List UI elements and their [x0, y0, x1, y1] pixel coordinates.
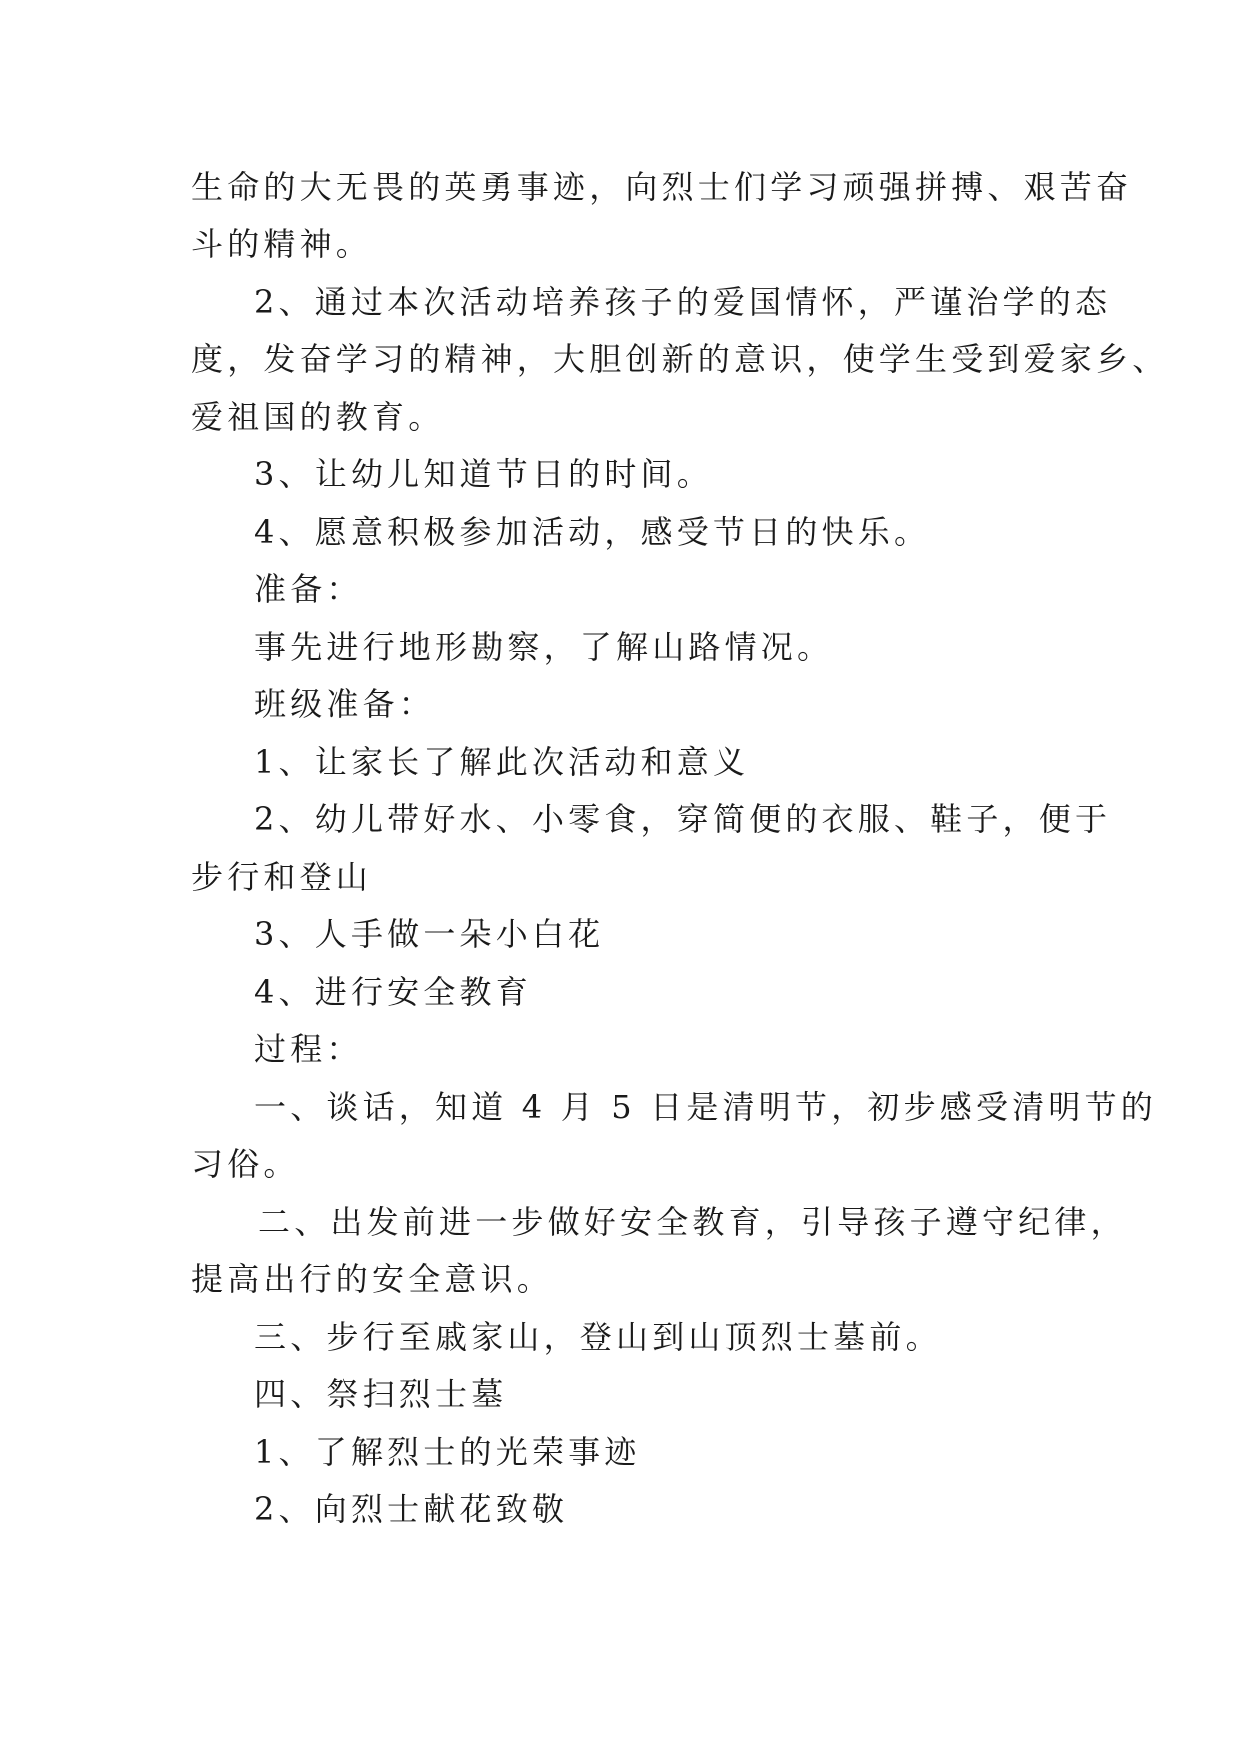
- text-line: 3、人手做一朵小白花: [254, 915, 605, 953]
- text-line: 二、出发前进一步做好安全教育，引导孩子遵守纪律，: [258, 1203, 1127, 1241]
- text-line: 四、祭扫烈士墓: [254, 1375, 508, 1413]
- text-line: 3、让幼儿知道节日的时间。: [254, 455, 713, 493]
- text-line: 2、幼儿带好水、小零食，穿简便的衣服、鞋子，便于: [254, 800, 1112, 838]
- text-line: 提高出行的安全意识。: [191, 1260, 554, 1298]
- text-line: 三、步行至戚家山，登山到山顶烈士墓前。: [254, 1318, 942, 1356]
- text-line: 2、通过本次活动培养孩子的爱国情怀，严谨治学的态: [254, 283, 1112, 321]
- text-line: 2、向烈士献花致敬: [254, 1490, 569, 1528]
- text-line: 一、谈话，知道 4 月 5 日是清明节，初步感受清明节的: [254, 1088, 1158, 1126]
- text-line: 4、进行安全教育: [254, 973, 532, 1011]
- text-line: 步行和登山: [191, 858, 373, 896]
- text-line: 爱祖国的教育。: [191, 398, 445, 436]
- text-line: 斗的精神。: [191, 225, 373, 263]
- text-line: 生命的大无畏的英勇事迹，向烈士们学习顽强拼搏、艰苦奋: [191, 168, 1133, 206]
- text-line: 1、让家长了解此次活动和意义: [254, 743, 750, 781]
- text-line: 1、了解烈士的光荣事迹: [254, 1433, 641, 1471]
- text-line: 班级准备：: [254, 685, 436, 723]
- text-line: 4、愿意积极参加活动，感受节日的快乐。: [254, 513, 931, 551]
- text-line: 度，发奋学习的精神，大胆创新的意识，使学生受到爱家乡、: [191, 340, 1169, 378]
- text-line: 准备：: [254, 570, 363, 608]
- text-line: 事先进行地形勘察，了解山路情况。: [254, 628, 834, 666]
- text-line: 过程：: [254, 1030, 363, 1068]
- text-line: 习俗。: [191, 1145, 300, 1183]
